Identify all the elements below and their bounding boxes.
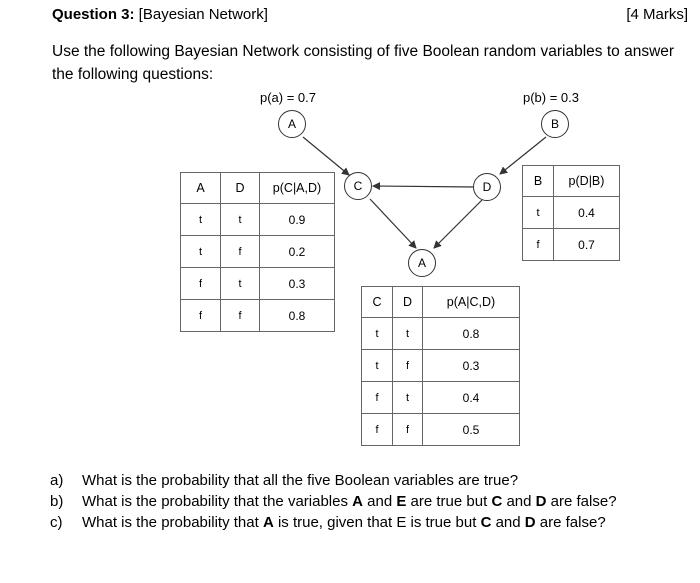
cpt-a-cell: 0.8: [423, 318, 520, 350]
cpt-a-cell: f: [393, 414, 423, 446]
node-a-top: A: [278, 110, 306, 138]
question-text-part: are true but: [406, 493, 492, 510]
question-text: [82, 512, 606, 533]
prior-b-label: p(b) = 0.3: [523, 90, 580, 105]
cpt-d-cell: 0.4: [554, 197, 620, 229]
question-text-part: A: [352, 493, 363, 510]
cpt-c-header-cell: p(C|A,D): [260, 173, 335, 204]
question-text-part: and: [491, 514, 525, 531]
question-text-part: What is the probability that: [82, 514, 263, 531]
question-text-part: C: [480, 514, 492, 531]
question-text-part: is true, given that E is true but: [273, 514, 481, 531]
cpt-a-cell: t: [393, 382, 423, 414]
cpt-a-header-cell: p(A|C,D): [423, 287, 520, 318]
edge-d-to-c: [373, 186, 475, 187]
cpt-c-cell: t: [181, 204, 221, 236]
node-b: B: [541, 110, 569, 138]
cpt-c-cell: t: [221, 268, 260, 300]
cpt-a-header-cell: C: [362, 287, 393, 318]
question-item: [50, 512, 617, 533]
cpt-d-table: [522, 165, 620, 261]
cpt-d-cell: 0.7: [554, 229, 620, 261]
edge-d-to-a: [434, 200, 482, 248]
question-text-part: D: [524, 514, 536, 531]
cpt-c-header-cell: A: [181, 173, 221, 204]
question-label: b): [50, 493, 64, 510]
cpt-a-cell: t: [362, 350, 393, 382]
question-text-part: and: [502, 493, 536, 510]
question-text-part: A: [262, 514, 274, 531]
question-title-rest: [Bayesian Network]: [134, 6, 268, 23]
cpt-c-cell: f: [221, 300, 260, 332]
cpt-c-cell: t: [221, 204, 260, 236]
cpt-d-header: [523, 166, 620, 197]
cpt-c-cell: 0.9: [260, 204, 335, 236]
cpt-d-row: [523, 197, 620, 229]
cpt-d-header-cell: p(D|B): [554, 166, 620, 197]
cpt-a-header: [362, 287, 520, 318]
question-text-part: E: [396, 493, 407, 510]
cpt-d-cell: f: [523, 229, 554, 261]
node-c: C: [344, 172, 372, 200]
cpt-a-row: [362, 350, 520, 382]
cpt-c-cell: 0.3: [260, 268, 335, 300]
question-list: [50, 470, 617, 533]
cpt-c-cell: 0.2: [260, 236, 335, 268]
cpt-a-header-cell: D: [393, 287, 423, 318]
cpt-a-cell: t: [362, 318, 393, 350]
cpt-c-cell: f: [221, 236, 260, 268]
question-label: c): [50, 514, 63, 531]
cpt-c-cell: t: [181, 236, 221, 268]
cpt-c-cell: f: [181, 268, 221, 300]
question-title-bold: Question 3:: [52, 6, 135, 23]
cpt-c-row: [181, 300, 335, 332]
question-text-part: are false?: [546, 493, 617, 510]
cpt-c-row: [181, 236, 335, 268]
intro-text: Use the following Bayesian Network consisting of five Boolean random variables to answer the following questions:: [52, 43, 675, 83]
cpt-c-header: [181, 173, 335, 204]
question-text-part: C: [491, 493, 503, 510]
question-text-part: What is the probability that the variables: [82, 493, 353, 510]
question-text: [82, 491, 617, 512]
cpt-a-cell: f: [362, 414, 393, 446]
node-a-bottom: A: [408, 249, 436, 277]
node-d: D: [473, 173, 501, 201]
question-text-part: and: [362, 493, 397, 510]
question-text: [82, 470, 518, 491]
cpt-c-cell: f: [181, 300, 221, 332]
cpt-a-cell: f: [393, 350, 423, 382]
edge-c-to-a: [370, 199, 416, 248]
cpt-a-cell: 0.4: [423, 382, 520, 414]
cpt-d-cell: t: [523, 197, 554, 229]
question-text-part: What is the probability that all the five Boolean variables are true?: [82, 472, 519, 489]
cpt-a-cell: f: [362, 382, 393, 414]
cpt-c-cell: 0.8: [260, 300, 335, 332]
cpt-a-cell: 0.5: [423, 414, 520, 446]
cpt-a-row: [362, 414, 520, 446]
question-text-part: are false?: [535, 514, 606, 531]
question-label: a): [50, 472, 64, 489]
question-item: [50, 470, 617, 491]
cpt-a-table: [361, 286, 520, 446]
cpt-d-header-cell: B: [523, 166, 554, 197]
edge-a-to-c: [303, 137, 349, 175]
marks-label: [4 Marks]: [626, 6, 688, 23]
cpt-c-row: [181, 204, 335, 236]
cpt-a-row: [362, 318, 520, 350]
cpt-c-header-cell: D: [221, 173, 260, 204]
cpt-a-row: [362, 382, 520, 414]
cpt-a-cell: 0.3: [423, 350, 520, 382]
prior-a-label: p(a) = 0.7: [260, 90, 317, 105]
cpt-c-table: [180, 172, 335, 332]
cpt-d-row: [523, 229, 620, 261]
question-text-part: D: [535, 493, 547, 510]
cpt-c-row: [181, 268, 335, 300]
question-item: [50, 491, 617, 512]
cpt-a-cell: t: [393, 318, 423, 350]
